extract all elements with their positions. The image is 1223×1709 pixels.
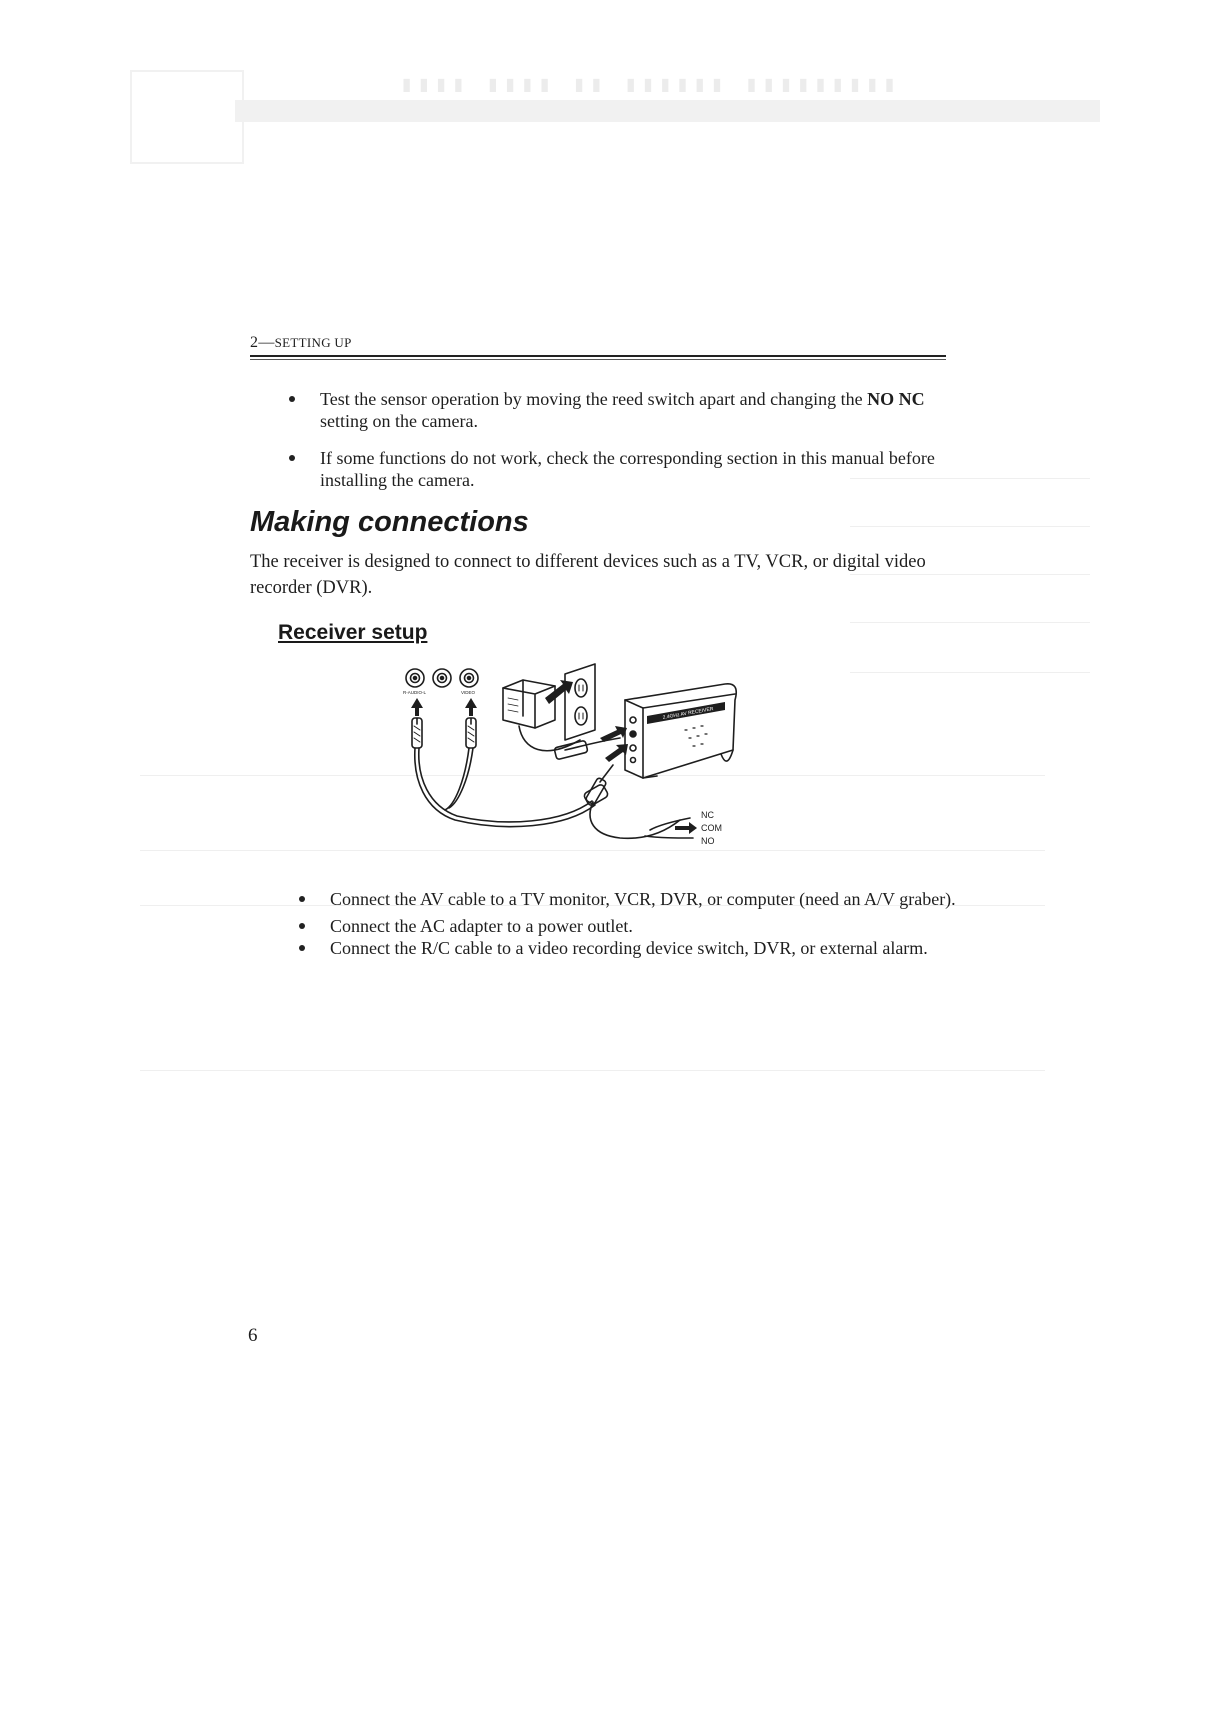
list-item: Connect the R/C cable to a video recording device switch, DVR, or external alarm. (330, 937, 980, 959)
list-item-text: setting on the camera. (320, 411, 478, 431)
list-item-bold-text: NO NC (867, 389, 925, 409)
subheading: Receiver setup (278, 621, 428, 644)
header-chapter-number: 2 (250, 334, 259, 351)
bleed-through-line (850, 622, 1090, 623)
header-rule (250, 355, 946, 357)
page-number: 6 (248, 1325, 258, 1346)
header-rule-thin (250, 359, 946, 360)
rca-plug-icon (412, 718, 476, 748)
av-cable (415, 748, 595, 827)
dc-plug-icon (554, 740, 588, 759)
list-item: Connect the AC adapter to a power outlet. (330, 915, 980, 937)
bleed-through-title: ▮▮▮▮ ▮▮▮▮ ▮▮ ▮▮▮▮▮▮ ▮▮▮▮▮▮▮▮▮ (400, 72, 901, 97)
audio-jack-label: R-AUDIO-L (403, 690, 427, 695)
list-item (320, 447, 940, 491)
running-header (250, 334, 352, 352)
video-jack-label: VIDEO (461, 690, 476, 695)
arrow-right-icon (675, 822, 697, 834)
test-steps-list (320, 388, 940, 506)
list-item (320, 388, 940, 432)
section-heading: Making connections (250, 506, 529, 538)
power-outlet-icon (565, 664, 595, 740)
arrow-right-icon (545, 680, 573, 704)
av-receiver-icon (625, 684, 736, 778)
list-item-text: Test the sensor operation by moving the reed switch apart and changing the (320, 389, 868, 409)
header-chapter-title: SETTING UP (274, 335, 352, 350)
bleed-through-line (850, 672, 1090, 673)
connection-steps-list (330, 888, 980, 959)
arrow-up-icon (411, 698, 477, 716)
com-terminal-label: COM (701, 823, 722, 833)
list-item-text: If some functions do not work, check the corresponding section in this manual before installing the camera. (320, 448, 935, 490)
bleed-through-line (140, 1070, 1045, 1071)
list-item: Connect the AV cable to a TV monitor, VCR, DVR, or computer (need an A/V graber). (330, 888, 980, 910)
bleed-through-band (235, 100, 1100, 122)
receiver-connection-diagram (395, 660, 815, 875)
bleed-through-logo-frame (130, 70, 244, 164)
arrow-right-icon (600, 726, 628, 762)
av-plug-icon (583, 783, 609, 806)
header-dash: — (258, 334, 275, 351)
intro-paragraph: The receiver is designed to connect to different devices such as a TV, VCR, or digital video recorder (DVR). (250, 552, 926, 598)
rca-jack-icon (406, 669, 478, 687)
no-terminal-label: NO (701, 836, 715, 846)
bleed-through-line (850, 526, 1090, 527)
receiver-label: 2.4GHz AV RECEIVER (662, 706, 714, 721)
nc-terminal-label: NC (701, 810, 714, 820)
